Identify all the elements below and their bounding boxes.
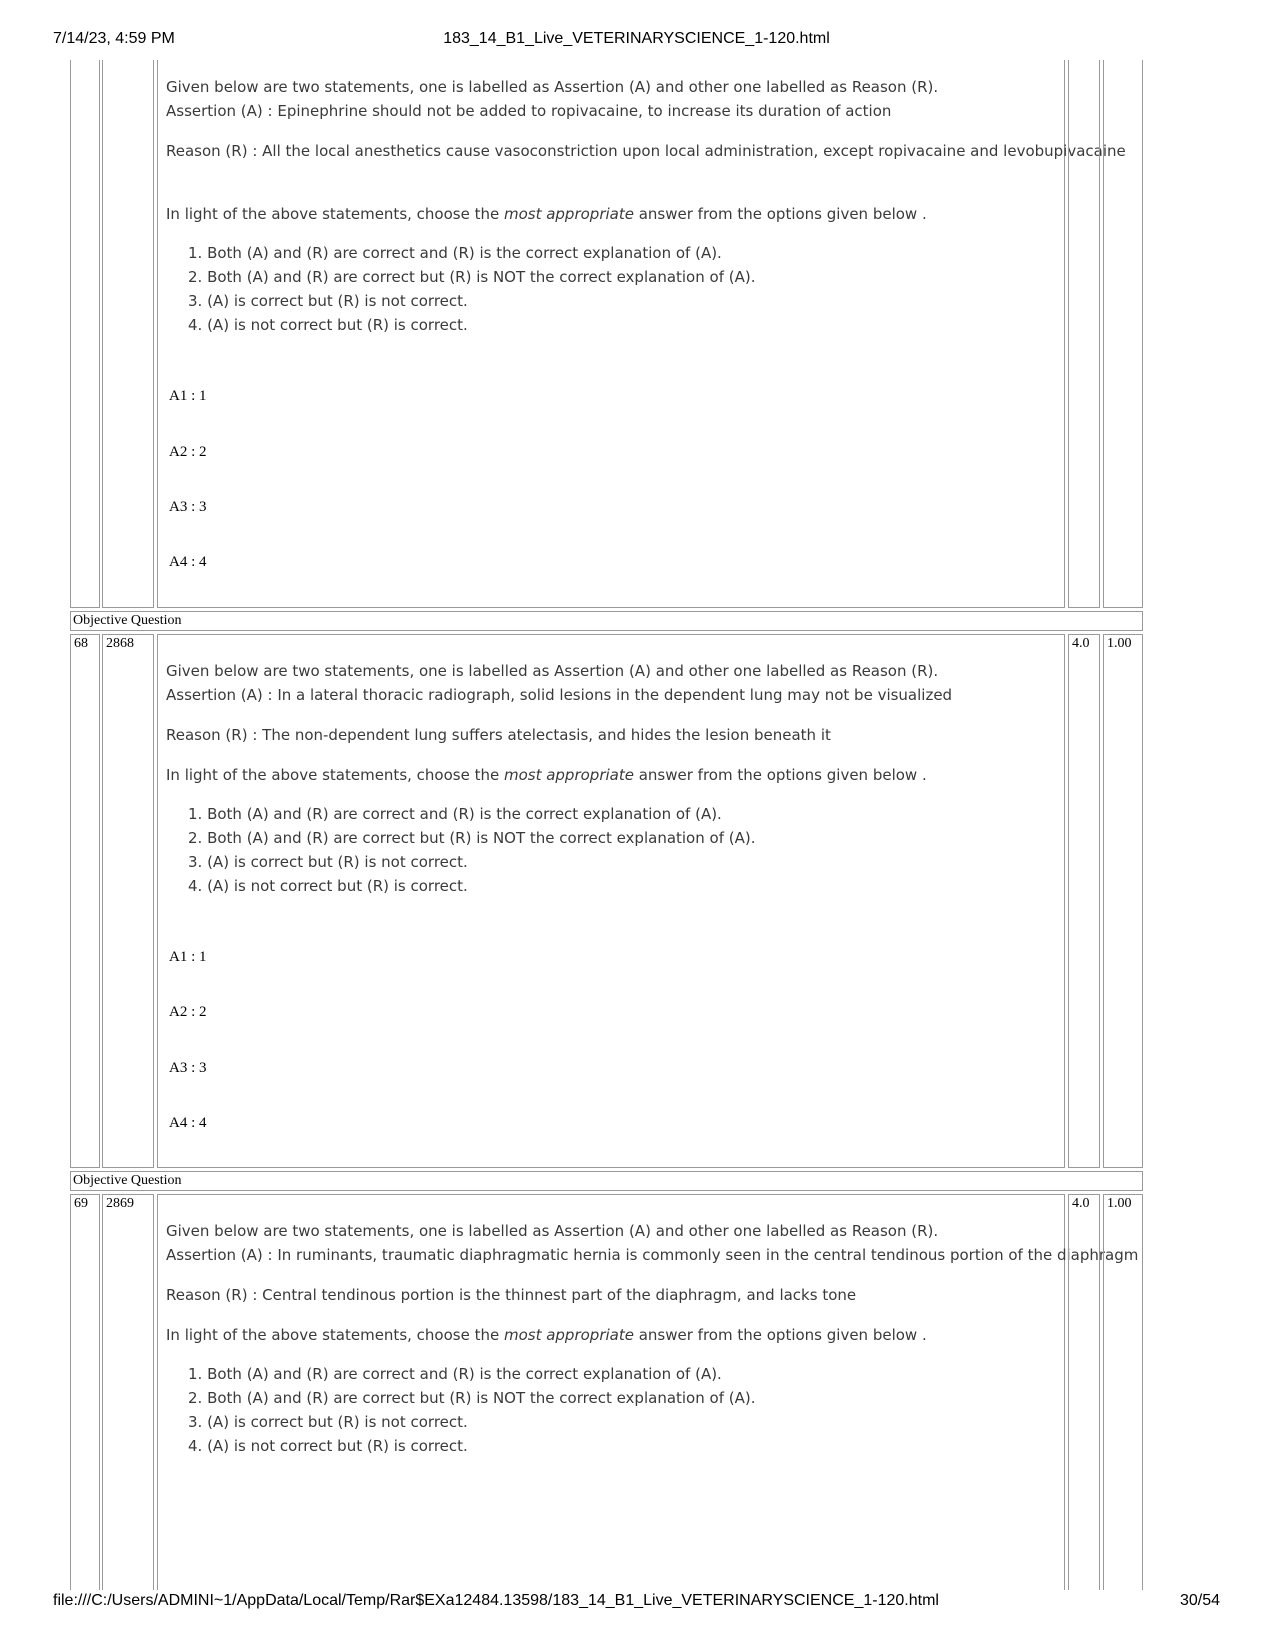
section-label: Objective Question (70, 611, 1143, 631)
sno-cell: 68 (70, 634, 100, 1168)
negative-cell: 1.00 (1103, 634, 1143, 1168)
question-cell-68 (157, 634, 1065, 1168)
section-label: Objective Question (70, 1171, 1143, 1191)
sno-cell (70, 60, 100, 608)
question-table (70, 60, 1203, 1590)
answer-1: A1 : 1 (169, 949, 207, 965)
answer-3: A3 : 3 (169, 499, 207, 515)
instruction-text: In light of the above statements, choose the most appropriate answer from the options given below . (166, 766, 927, 784)
answer-2: A2 : 2 (169, 1004, 207, 1020)
statement-intro: Given below are two statements, one is labelled as Assertion (A) and other one labelled as Reason (R). (166, 662, 939, 680)
answer-4: A4 : 4 (169, 1115, 207, 1131)
page-number: 30/54 (1179, 1592, 1220, 1609)
qid-cell: 2869 (102, 1194, 154, 1590)
question-cell-67 (157, 60, 1126, 608)
option-1: 1. Both (A) and (R) are correct and (R) is the correct explanation of (A). (188, 1365, 722, 1383)
assertion-text: Assertion (A) : Epinephrine should not be added to ropivacaine, to increase its duration of action (166, 102, 892, 120)
print-datetime: 7/14/23, 4:59 PM (53, 30, 175, 47)
assertion-text: Assertion (A) : In ruminants, traumatic diaphragmatic hernia is commonly seen in the central tendinous portion of the diaphragm (166, 1246, 1139, 1264)
option-3: 3. (A) is correct but (R) is not correct. (188, 292, 468, 310)
option-4: 4. (A) is not correct but (R) is correct. (188, 316, 468, 334)
option-3: 3. (A) is correct but (R) is not correct. (188, 853, 468, 871)
print-doc-title: 183_14_B1_Live_VETERINARYSCIENCE_1-120.html (443, 30, 830, 47)
sno-cell: 69 (70, 1194, 100, 1590)
statement-intro: Given below are two statements, one is labelled as Assertion (A) and other one labelled as Reason (R). (166, 78, 939, 96)
statement-intro: Given below are two statements, one is labelled as Assertion (A) and other one labelled as Reason (R). (166, 1222, 939, 1240)
print-footer (53, 1592, 1220, 1612)
option-1: 1. Both (A) and (R) are correct and (R) is the correct explanation of (A). (188, 805, 722, 823)
marks-cell: 4.0 (1068, 634, 1100, 1168)
reason-text: Reason (R) : Central tendinous portion is the thinnest part of the diaphragm, and lacks tone (166, 1286, 857, 1304)
option-2: 2. Both (A) and (R) are correct but (R) is NOT the correct explanation of (A). (188, 829, 756, 847)
answer-1: A1 : 1 (169, 388, 207, 404)
marks-cell (1068, 60, 1100, 608)
reason-text: Reason (R) : All the local anesthetics cause vasoconstriction upon local administration, except ropivacaine and levobupivacaine (166, 142, 1126, 160)
answer-3: A3 : 3 (169, 1060, 207, 1076)
reason-text: Reason (R) : The non-dependent lung suffers atelectasis, and hides the lesion beneath it (166, 726, 831, 744)
instruction-text: In light of the above statements, choose the most appropriate answer from the options given below . (166, 1326, 927, 1344)
marks-cell: 4.0 (1068, 1194, 1100, 1590)
qid-cell: 2868 (102, 634, 154, 1168)
option-4: 4. (A) is not correct but (R) is correct. (188, 1437, 468, 1455)
option-2: 2. Both (A) and (R) are correct but (R) is NOT the correct explanation of (A). (188, 1389, 756, 1407)
option-1: 1. Both (A) and (R) are correct and (R) is the correct explanation of (A). (188, 244, 722, 262)
answer-4: A4 : 4 (169, 554, 207, 570)
option-4: 4. (A) is not correct but (R) is correct. (188, 877, 468, 895)
negative-cell (1103, 60, 1143, 608)
negative-cell: 1.00 (1103, 1194, 1143, 1590)
option-2: 2. Both (A) and (R) are correct but (R) is NOT the correct explanation of (A). (188, 268, 756, 286)
print-header (53, 30, 1220, 50)
assertion-text: Assertion (A) : In a lateral thoracic radiograph, solid lesions in the dependent lung may not be visualized (166, 686, 953, 704)
option-3: 3. (A) is correct but (R) is not correct. (188, 1413, 468, 1431)
file-path: file:///C:/Users/ADMINI~1/AppData/Local/Temp/Rar$EXa12484.13598/183_14_B1_Live_VETERINARYSCIENCE_1-120.html (53, 1592, 939, 1609)
instruction-text: In light of the above statements, choose the most appropriate answer from the options given below . (166, 205, 927, 223)
qid-cell (102, 60, 154, 608)
answer-2: A2 : 2 (169, 444, 207, 460)
